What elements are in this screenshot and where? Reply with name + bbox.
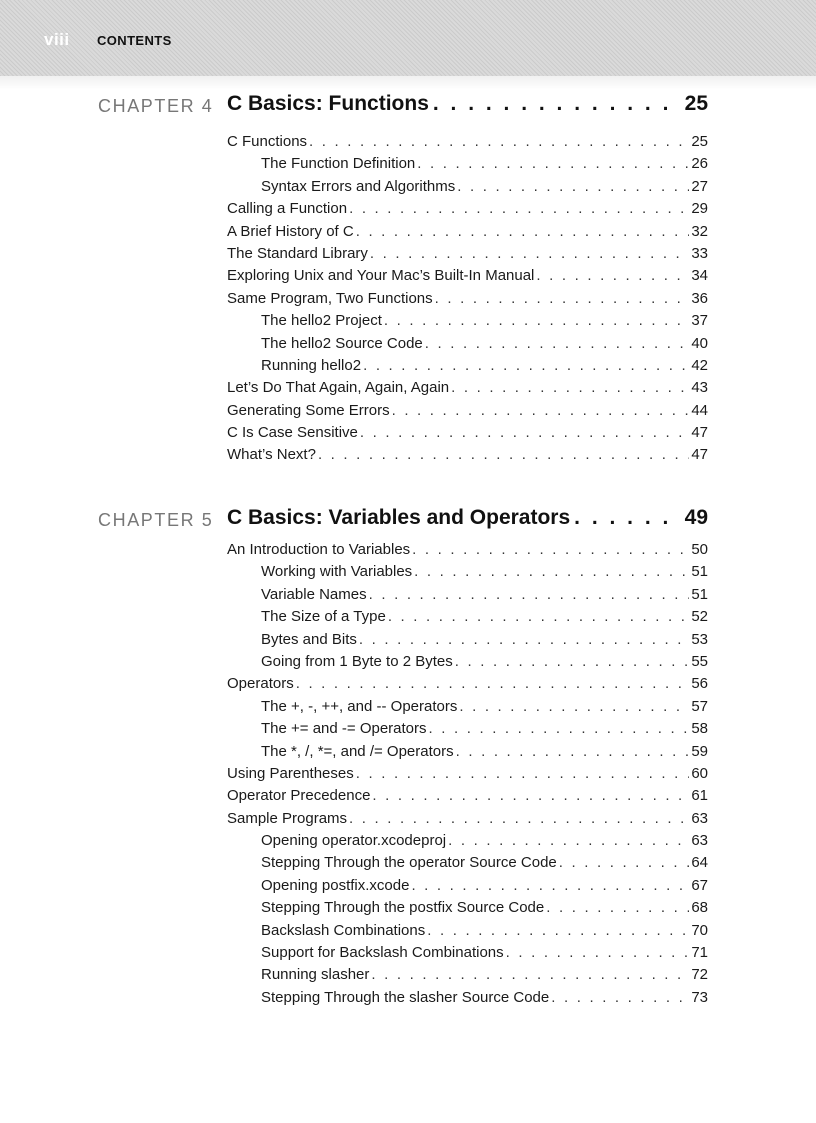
toc-entry[interactable] [227, 178, 708, 200]
dot-leader [451, 379, 689, 396]
toc-entry[interactable] [227, 899, 708, 921]
chapter-title-row[interactable] [227, 92, 708, 116]
toc-entry-page: 25 [691, 133, 708, 150]
toc-entry-title: Operator Precedence [227, 787, 371, 805]
dot-leader [417, 155, 689, 172]
toc-entry[interactable] [227, 653, 708, 675]
dot-leader [369, 586, 690, 603]
chapter-page: 49 [684, 506, 708, 529]
chapter-label: CHAPTER 4 [98, 96, 214, 116]
toc-entry-page: 51 [691, 563, 708, 581]
dot-leader [559, 854, 690, 871]
toc-entry-title: Sample Programs [227, 809, 348, 827]
chapter-4-entries [227, 133, 708, 469]
toc-entry-page: 72 [691, 966, 708, 984]
toc-entry-page: 51 [691, 585, 708, 603]
toc-entry-page: 40 [691, 334, 708, 352]
toc-entry-page: 47 [691, 424, 708, 442]
dot-leader [356, 765, 690, 782]
toc-entry[interactable] [227, 608, 708, 630]
toc-entry[interactable] [227, 541, 708, 563]
toc-entry-page: 59 [691, 742, 708, 760]
toc-entry-title: Stepping Through the postfix Source Code [261, 899, 545, 917]
dot-leader [546, 899, 689, 916]
toc-entry-title: Using Parentheses [227, 764, 354, 782]
toc-entry[interactable] [227, 312, 708, 334]
toc-entry-page: 26 [691, 155, 708, 173]
dot-leader [349, 810, 689, 827]
dot-leader [370, 245, 689, 262]
toc-entry[interactable] [227, 402, 708, 424]
dot-leader [411, 877, 689, 894]
toc-entry[interactable] [227, 720, 708, 742]
toc-entry[interactable] [227, 877, 708, 899]
toc-entry[interactable] [227, 133, 708, 155]
dot-leader [371, 966, 689, 983]
dot-leader [551, 989, 689, 1006]
toc-entry-title: C Functions [227, 133, 308, 150]
dot-leader [372, 787, 689, 804]
toc-entry[interactable] [227, 446, 708, 468]
toc-entry-title: Exploring Unix and Your Mac’s Built-In Manual [227, 267, 535, 285]
dot-leader [433, 92, 679, 116]
toc-entry-title: Variable Names [261, 585, 367, 603]
toc-entry-title: Same Program, Two Functions [227, 289, 433, 307]
toc-entry-page: 70 [691, 921, 708, 939]
toc-entry-title: The hello2 Source Code [261, 334, 423, 352]
dot-leader [296, 675, 690, 692]
toc-entry[interactable] [227, 223, 708, 245]
toc-entry-page: 29 [691, 200, 708, 218]
toc-entry-page: 43 [691, 379, 708, 397]
toc-entry[interactable] [227, 631, 708, 653]
chapter-title: C Basics: Variables and Operators [227, 506, 571, 529]
toc-entry-title: Working with Variables [261, 563, 413, 581]
toc-entry-title: Opening operator.xcodeproj [261, 832, 447, 850]
toc-entry-page: 32 [691, 222, 708, 240]
chapter-5-entries [227, 541, 708, 1011]
toc-entry-page: 50 [691, 541, 708, 558]
toc-entry-page: 52 [691, 608, 708, 626]
chapter-label: CHAPTER 5 [98, 510, 214, 530]
dot-leader [455, 653, 690, 670]
toc-entry[interactable] [227, 989, 708, 1011]
toc-entry[interactable] [227, 832, 708, 854]
toc-entry-page: 34 [691, 267, 708, 285]
toc-entry-title: C Is Case Sensitive [227, 424, 358, 442]
dot-leader [448, 832, 689, 849]
toc-entry[interactable] [227, 944, 708, 966]
dot-leader [456, 743, 690, 760]
toc-entry-page: 61 [691, 787, 708, 805]
toc-entry-title: Running slasher [261, 966, 370, 984]
chapter-title: C Basics: Functions [227, 92, 429, 115]
toc-entry-title: The hello2 Project [261, 312, 382, 330]
toc-entry[interactable] [227, 698, 708, 720]
chapter-title-row[interactable] [227, 506, 708, 530]
dot-leader [574, 506, 678, 530]
toc-entry-title: The Function Definition [261, 155, 416, 173]
toc-entry-title: Stepping Through the slasher Source Code [261, 988, 550, 1006]
toc-entry-page: 53 [691, 630, 708, 648]
dot-leader [359, 631, 689, 648]
toc-entry-title: A Brief History of C [227, 222, 354, 240]
toc-entry-page: 58 [691, 720, 708, 738]
toc-entry-title: The +, -, ++, and -- Operators [261, 697, 458, 715]
toc-entry-title: Running hello2 [261, 356, 362, 374]
dot-leader [349, 200, 689, 217]
toc-entry-title: The *, /, *=, and /= Operators [261, 742, 454, 760]
toc-entry-title: Backslash Combinations [261, 921, 426, 939]
dot-leader [363, 357, 689, 374]
toc-entry[interactable] [227, 765, 708, 787]
toc-entry-page: 67 [691, 876, 708, 894]
toc-entry[interactable] [227, 267, 708, 289]
toc-entry[interactable] [227, 922, 708, 944]
toc-entry-page: 55 [691, 652, 708, 670]
toc-entry-page: 64 [691, 854, 708, 872]
dot-leader [392, 402, 690, 419]
dot-leader [318, 446, 689, 463]
toc-entry[interactable] [227, 787, 708, 809]
toc-entry-page: 27 [691, 177, 708, 195]
toc-entry[interactable] [227, 675, 708, 697]
toc-entry-title: Going from 1 Byte to 2 Bytes [261, 652, 453, 670]
toc-entry[interactable] [227, 200, 708, 222]
toc-entry-page: 57 [691, 697, 708, 715]
toc-entry-title: Opening postfix.xcode [261, 876, 410, 894]
toc-entry[interactable] [227, 379, 708, 401]
toc-entry-title: The Standard Library [227, 244, 368, 262]
toc-entry-title: Generating Some Errors [227, 401, 390, 419]
toc-entry[interactable] [227, 810, 708, 832]
dot-leader [412, 541, 689, 558]
toc-entry-title: The Size of a Type [261, 608, 386, 626]
dot-leader [536, 267, 689, 284]
toc-entry-page: 36 [691, 289, 708, 307]
toc-entry-page: 63 [691, 809, 708, 827]
dot-leader [309, 133, 689, 150]
toc-entry-page: 42 [691, 356, 708, 374]
toc-entry-title: Calling a Function [227, 200, 348, 218]
dot-leader [360, 424, 689, 441]
dot-leader [459, 698, 689, 715]
toc-entry[interactable] [227, 586, 708, 608]
dot-leader [414, 563, 689, 580]
toc-entry[interactable] [227, 290, 708, 312]
toc-entry-title: Bytes and Bits [261, 630, 357, 648]
dot-leader [429, 720, 690, 737]
dot-leader [356, 223, 690, 240]
dot-leader [506, 944, 690, 961]
toc-entry-title: Operators [227, 675, 294, 693]
toc-entry-title: Let’s Do That Again, Again, Again [227, 379, 450, 397]
toc-entry[interactable] [227, 854, 708, 876]
page-number: viii [44, 30, 70, 49]
toc-entry[interactable] [227, 424, 708, 446]
toc-entry[interactable] [227, 245, 708, 267]
toc-entry[interactable] [227, 743, 708, 765]
toc-entry-page: 60 [691, 764, 708, 782]
toc-entry-page: 33 [691, 244, 708, 262]
chapter-page: 25 [684, 92, 708, 115]
toc-entry-page: 73 [691, 988, 708, 1006]
dot-leader [425, 335, 690, 352]
toc-entry[interactable] [227, 357, 708, 379]
toc-entry-title: What’s Next? [227, 446, 316, 464]
toc-entry-title: Stepping Through the operator Source Code [261, 854, 557, 872]
toc-entry-page: 68 [691, 899, 708, 917]
toc-entry-page: 56 [691, 675, 708, 693]
toc-entry-page: 44 [691, 401, 708, 419]
toc-entry-page: 63 [691, 832, 708, 850]
toc-entry[interactable] [227, 335, 708, 357]
toc-entry[interactable] [227, 155, 708, 177]
running-header [0, 0, 816, 76]
running-head: CONTENTS [97, 33, 172, 48]
dot-leader [384, 312, 689, 329]
toc-entry-title: The += and -= Operators [261, 720, 427, 738]
toc-entry-page: 47 [691, 446, 708, 464]
dot-leader [457, 178, 689, 195]
toc-entry-page: 37 [691, 312, 708, 330]
toc-entry-title: Syntax Errors and Algorithms [261, 177, 456, 195]
dot-leader [427, 922, 689, 939]
toc-entry[interactable] [227, 966, 708, 988]
toc-entry-page: 71 [691, 944, 708, 962]
toc-entry[interactable] [227, 563, 708, 585]
toc-entry-title: An Introduction to Variables [227, 541, 411, 558]
dot-leader [388, 608, 690, 625]
toc-entry-title: Support for Backslash Combinations [261, 944, 504, 962]
dot-leader [435, 290, 690, 307]
